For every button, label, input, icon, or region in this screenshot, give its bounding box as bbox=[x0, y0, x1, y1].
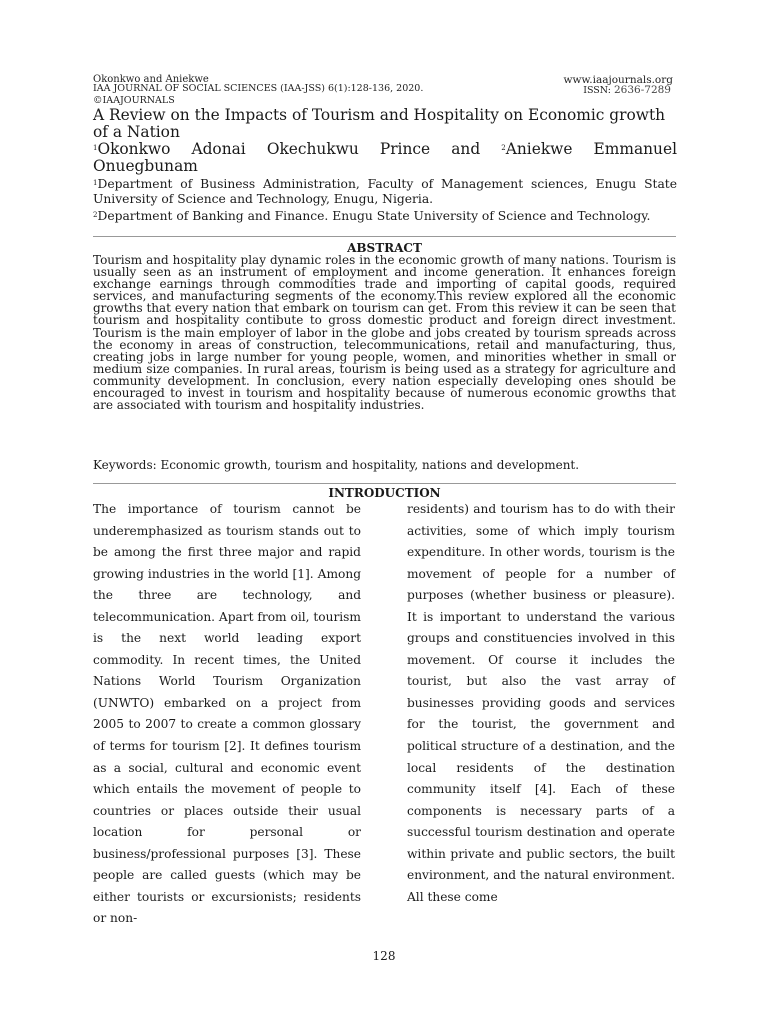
affiliation1-text: Department of Business Administration, Faculty of Management sciences, Enugu State University of Science and Technology, Enugu, Nigeria. bbox=[93, 177, 677, 206]
author2-name: Aniekwe Emmanuel bbox=[505, 140, 677, 158]
affiliation2-text: Department of Banking and Finance. Enugu State University of Science and Technology. bbox=[97, 209, 651, 223]
author1-superscript: 1 bbox=[93, 144, 98, 152]
affiliation2-superscript: 2 bbox=[93, 211, 98, 219]
abstract-heading: ABSTRACT bbox=[347, 241, 422, 255]
issn-number: 2636-7289 bbox=[614, 84, 671, 96]
author2-surname: Onuegbunam bbox=[93, 157, 198, 175]
introduction-left-column: The importance of tourism cannot be underemphasized as tourism stands out to be among the first three major and rapid growing industries in the world [1]. Among the three are technology, and telecommunication. Apart from oil, tourism is the next world leading export commodity. In recent times, the United Nations World Tourism Organization (UNWTO) embarked on a project from 2005 to 2007 to create a common glossary of terms for tourism [2]. It defines tourism as a social, cultural and economic event which entails the movement of people to countries or places outside their usual location for personal or business/professional purposes [3]. These people are called guests (which may be either tourists or excursionists; residents or non- bbox=[93, 502, 361, 926]
issn-label: ISSN: bbox=[583, 85, 611, 96]
keywords: Keywords: Economic growth, tourism and hospitality, nations and development. bbox=[93, 458, 580, 472]
page-number: 128 bbox=[372, 949, 396, 963]
journal-citation: IAA JOURNAL OF SOCIAL SCIENCES (IAA-JSS) 6(1):128-136, 2020. bbox=[93, 83, 424, 94]
article-title: A Review on the Impacts of Tourism and Hospitality on Economic growth of a Nation bbox=[93, 106, 666, 141]
journal-website-link[interactable]: www.iaajournals.org bbox=[563, 74, 673, 86]
running-header-authors: Okonkwo and Aniekwe bbox=[93, 74, 209, 85]
affiliation1-superscript: 1 bbox=[93, 179, 98, 187]
author1-name: Okonkwo Adonai Okechukwu Prince and bbox=[97, 140, 481, 158]
issn bbox=[583, 84, 671, 96]
abstract-body: Tourism and hospitality play dynamic roles in the economic growth of many nations. Tourism is usually seen as an instrument of employment and income generation. It enhances foreign exchange earnings through commodities trade and importing of capital goods, required services, and manufacturing segments of the economy.This review explored all the economic growths that every nation that embark on tourism can get. From this review it can be seen that tourism and hospitality contibute to gross domestic product and foreign direct investment. Tourism is the main employer of labor in the globe and jobs created by tourism spreads across the economy in areas of construction, telecommunications, retail and manufacturing, thus, creating jobs in large number for young people, women, and minorities whether in small or medium size companies. In rural areas, tourism is being used as a strategy for agriculture and community development. In conclusion, every nation especially developing ones should be encouraged to invest in tourism and hospitality because of numerous economic growths that are associated with tourism and hospitality industries. bbox=[93, 253, 676, 413]
author-line bbox=[93, 141, 677, 158]
affiliation-1 bbox=[93, 177, 677, 207]
copyright-notice: ©IAAJOURNALS bbox=[93, 95, 175, 106]
abstract-top-rule bbox=[93, 236, 676, 237]
abstract-bottom-rule bbox=[93, 483, 676, 484]
affiliation-2 bbox=[93, 209, 677, 224]
introduction-heading: INTRODUCTION bbox=[328, 486, 441, 500]
author2-superscript: 2 bbox=[501, 144, 506, 152]
introduction-right-column: residents) and tourism has to do with their activities, some of which imply tourism expenditure. In other words, tourism is the movement of people for a number of purposes (whether business or pleasure). It is important to understand the various groups and constituencies involved in this movement. Of course it includes the tourist, but also the vast array of businesses providing goods and services for the tourist, the government and political structure of a destination, and the local residents of the destination community itself [4]. Each of these components is necessary parts of a successful tourism destination and operate within private and public sectors, the built environment, and the natural environment. All these come bbox=[407, 502, 675, 904]
